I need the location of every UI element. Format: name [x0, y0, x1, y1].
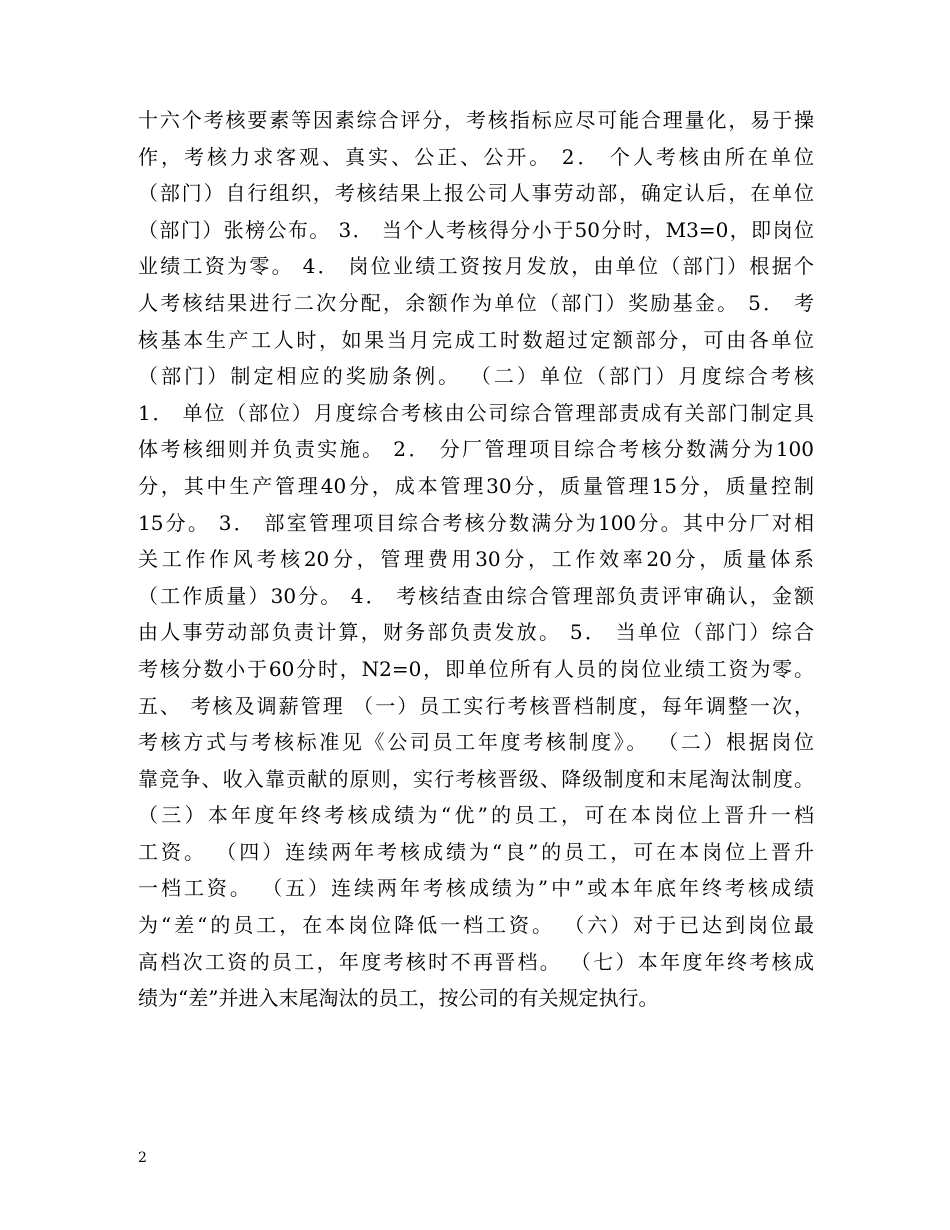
text-line: 作，考核力求客观、真实、公正、公开。 2． 个人考核由所在单位: [138, 144, 814, 169]
text-line: 为“差“的员工，在本岗位降低一档工资。 （六）对于已达到岗位最: [138, 913, 814, 938]
text-line: 分，其中生产管理40分，成本管理30分，质量管理15分，质量控制: [138, 473, 814, 498]
text-line: （部门）张榜公布。 3． 当个人考核得分小于50分时，M3=0，即岗位: [138, 217, 814, 242]
text-line: （工作质量）30分。 4． 考核结查由综合管理部负责评审确认，金额: [138, 583, 814, 608]
text-line: （部门）制定相应的奖励条例。 （二）单位（部门）月度综合考核: [138, 364, 814, 389]
text-line: （部门）自行组织，考核结果上报公司人事劳动部，确定认后，在单位: [138, 181, 814, 206]
text-line: 1． 单位（部位）月度综合考核由公司综合管理部责成有关部门制定具: [138, 400, 814, 425]
text-line: 靠竞争、收入靠贡献的原则，实行考核晋级、降级制度和末尾淘汰制度。: [138, 766, 814, 791]
text-line: 考核分数小于60分时，N2=0，即单位所有人员的岗位业绩工资为零。: [138, 656, 814, 681]
text-line: （三）本年度年终考核成绩为“优”的员工，可在本岗位上晋升一档: [138, 803, 814, 828]
text-line: 工资。 （四）连续两年考核成绩为“良”的员工，可在本岗位上晋升: [138, 839, 814, 864]
text-line: 绩为“差”并进入末尾淘汰的员工，按公司的有关规定执行。: [138, 986, 659, 1011]
text-line: 考核方式与考核标准见《公司员工年度考核制度》。 （二）根据岗位: [138, 730, 814, 755]
text-line: 15分。 3． 部室管理项目综合考核分数满分为100分。其中分厂对相: [138, 510, 814, 535]
text-line: 核基本生产工人时，如果当月完成工时数超过定额部分，可由各单位: [138, 327, 814, 352]
text-line: 由人事劳动部负责计算，财务部负责发放。 5． 当单位（部门）综合: [138, 620, 814, 645]
text-line: 业绩工资为零。 4． 岗位业绩工资按月发放，由单位（部门）根据个: [138, 254, 814, 279]
text-line: 五、 考核及调薪管理 （一）员工实行考核晋档制度，每年调整一次，: [138, 693, 814, 718]
text-line: 人考核结果进行二次分配，余额作为单位（部门）奖励基金。 5． 考: [138, 290, 814, 315]
text-line: 十六个考核要素等因素综合评分，考核指标应尽可能合理量化，易于操: [138, 108, 814, 132]
text-line: 一档工资。 （五）连续两年考核成绩为”中”或本年底年终考核成绩: [138, 876, 814, 901]
text-line: 关工作作风考核20分，管理费用30分，工作效率20分，质量体系: [138, 547, 814, 572]
text-line: 体考核细则并负责实施。 2． 分厂管理项目综合考核分数满分为100: [138, 437, 814, 462]
text-line: 高档次工资的员工，年度考核时不再晋档。 （七）本年度年终考核成: [138, 949, 814, 974]
page-number: 2: [138, 1150, 147, 1166]
body-text: [138, 102, 814, 1017]
